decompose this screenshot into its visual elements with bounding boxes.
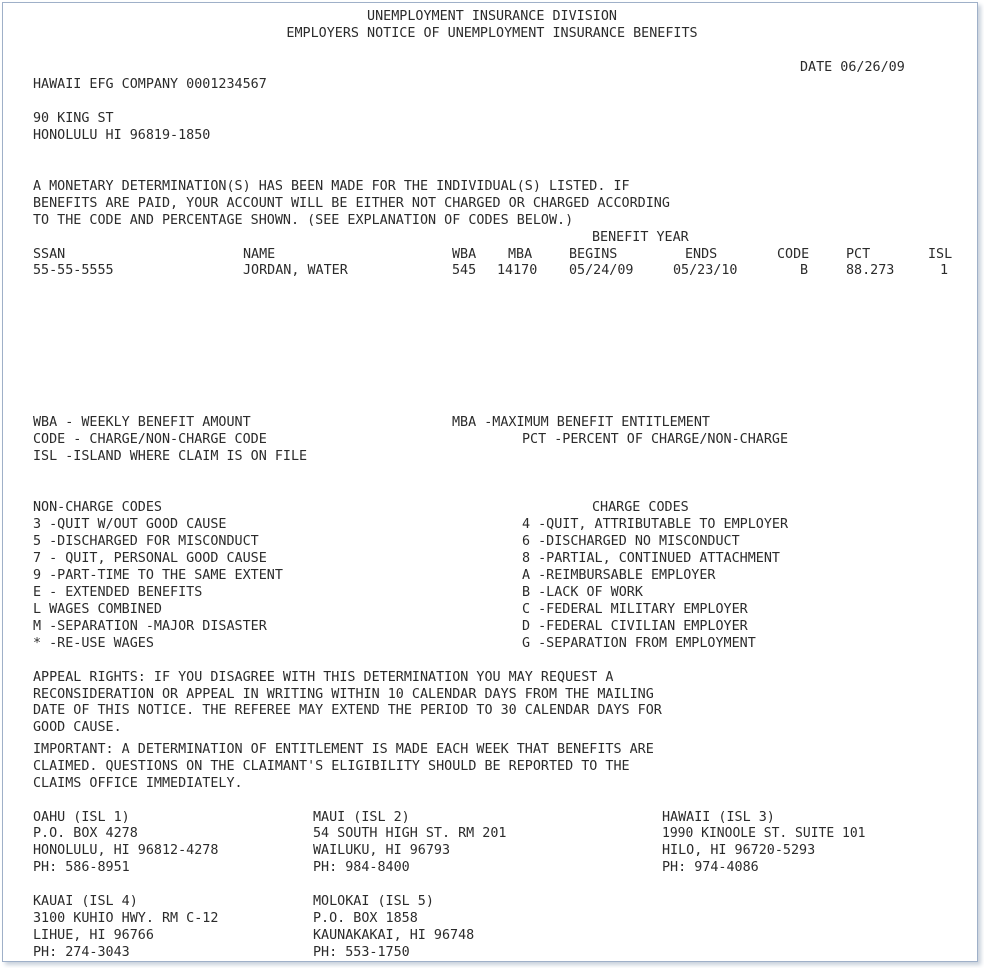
- office-address: 54 SOUTH HIGH ST. RM 201: [313, 826, 507, 841]
- non-charge-item: 3 -QUIT W/OUT GOOD CAUSE: [33, 517, 227, 532]
- charge-item: 6 -DISCHARGED NO MISCONDUCT: [522, 534, 740, 549]
- legend-mba: MBA -MAXIMUM BENEFIT ENTITLEMENT: [452, 415, 710, 430]
- col-header-code: CODE: [777, 247, 810, 262]
- cell-wba: 545: [452, 263, 477, 278]
- cell-ssan: 55-55-5555: [33, 263, 114, 278]
- office-city: HILO, HI 96720-5293: [662, 843, 816, 858]
- cell-ends: 05/23/10: [673, 263, 738, 278]
- charge-item: 8 -PARTIAL, CONTINUED ATTACHMENT: [522, 551, 780, 566]
- non-charge-title: NON-CHARGE CODES: [33, 500, 162, 515]
- legend-wba: WBA - WEEKLY BENEFIT AMOUNT: [33, 415, 251, 430]
- notice-title: EMPLOYERS NOTICE OF UNEMPLOYMENT INSURANCE BENEFITS: [286, 26, 698, 41]
- non-charge-item: L WAGES COMBINED: [33, 602, 162, 617]
- office-phone: PH: 553-1750: [313, 945, 410, 960]
- cell-isl: 1: [940, 263, 949, 278]
- charge-item: B -LACK OF WORK: [522, 585, 643, 600]
- important-line: IMPORTANT: A DETERMINATION OF ENTITLEMENT IS MADE EACH WEEK THAT BENEFITS ARE: [33, 742, 654, 757]
- division-title: UNEMPLOYMENT INSURANCE DIVISION: [367, 9, 617, 24]
- cell-name: JORDAN, WATER: [243, 263, 348, 278]
- col-header-pct: PCT: [846, 247, 871, 262]
- legend-pct: PCT -PERCENT OF CHARGE/NON-CHARGE: [522, 432, 789, 447]
- appeal-line: RECONSIDERATION OR APPEAL IN WRITING WITHIN 10 CALENDAR DAYS FROM THE MAILING: [33, 687, 654, 702]
- office-address: P.O. BOX 1858: [313, 911, 418, 926]
- non-charge-item: 9 -PART-TIME TO THE SAME EXTENT: [33, 568, 283, 583]
- office-title: MOLOKAI (ISL 5): [313, 894, 434, 909]
- col-header-ends: ENDS: [685, 247, 718, 262]
- office-title: KAUAI (ISL 4): [33, 894, 138, 909]
- non-charge-item: 7 - QUIT, PERSONAL GOOD CAUSE: [33, 551, 267, 566]
- col-header-wba: WBA: [452, 247, 477, 262]
- office-phone: PH: 586-8951: [33, 860, 130, 875]
- non-charge-item: M -SEPARATION -MAJOR DISASTER: [33, 619, 267, 634]
- intro-line: A MONETARY DETERMINATION(S) HAS BEEN MADE FOR THE INDIVIDUAL(S) LISTED. IF: [33, 179, 630, 194]
- cell-mba: 14170: [497, 263, 538, 278]
- office-address: 3100 KUHIO HWY. RM C-12: [33, 911, 219, 926]
- intro-line: BENEFITS ARE PAID, YOUR ACCOUNT WILL BE EITHER NOT CHARGED OR CHARGED ACCORDING: [33, 196, 670, 211]
- appeal-line: GOOD CAUSE.: [33, 720, 122, 735]
- cell-pct: 88.273: [846, 263, 895, 278]
- employer-name: HAWAII EFG COMPANY 0001234567: [33, 77, 267, 92]
- appeal-line: DATE OF THIS NOTICE. THE REFEREE MAY EXTEND THE PERIOD TO 30 CALENDAR DAYS FOR: [33, 703, 662, 718]
- charge-item: 4 -QUIT, ATTRIBUTABLE TO EMPLOYER: [522, 517, 789, 532]
- notice-date: DATE 06/26/09: [800, 60, 905, 75]
- col-header-name: NAME: [243, 247, 276, 262]
- legend-code: CODE - CHARGE/NON-CHARGE CODE: [33, 432, 267, 447]
- non-charge-item: E - EXTENDED BENEFITS: [33, 585, 203, 600]
- office-title: HAWAII (ISL 3): [662, 810, 775, 825]
- intro-line: TO THE CODE AND PERCENTAGE SHOWN. (SEE EXPLANATION OF CODES BELOW.): [33, 213, 574, 228]
- col-header-mba: MBA: [508, 247, 533, 262]
- non-charge-item: * -RE-USE WAGES: [33, 636, 154, 651]
- charge-item: D -FEDERAL CIVILIAN EMPLOYER: [522, 619, 748, 634]
- charge-item: G -SEPARATION FROM EMPLOYMENT: [522, 636, 756, 651]
- charge-item: A -REIMBURSABLE EMPLOYER: [522, 568, 716, 583]
- employer-street: 90 KING ST: [33, 111, 114, 126]
- non-charge-item: 5 -DISCHARGED FOR MISCONDUCT: [33, 534, 259, 549]
- legend-isl: ISL -ISLAND WHERE CLAIM IS ON FILE: [33, 449, 308, 464]
- charge-item: C -FEDERAL MILITARY EMPLOYER: [522, 602, 748, 617]
- col-header-begins: BEGINS: [569, 247, 618, 262]
- office-phone: PH: 974-4086: [662, 860, 759, 875]
- charge-title: CHARGE CODES: [592, 500, 689, 515]
- office-phone: PH: 274-3043: [33, 945, 130, 960]
- office-title: OAHU (ISL 1): [33, 810, 130, 825]
- office-title: MAUI (ISL 2): [313, 810, 410, 825]
- office-address: 1990 KINOOLE ST. SUITE 101: [662, 826, 866, 841]
- important-line: CLAIMED. QUESTIONS ON THE CLAIMANT'S ELIGIBILITY SHOULD BE REPORTED TO THE: [33, 759, 630, 774]
- benefit-year-header: BENEFIT YEAR: [592, 230, 689, 245]
- col-header-isl: ISL: [928, 247, 953, 262]
- office-city: LIHUE, HI 96766: [33, 928, 154, 943]
- col-header-ssan: SSAN: [33, 247, 66, 262]
- cell-code: B: [800, 263, 809, 278]
- employer-city: HONOLULU HI 96819-1850: [33, 128, 211, 143]
- cell-begins: 05/24/09: [569, 263, 634, 278]
- office-phone: PH: 984-8400: [313, 860, 410, 875]
- office-city: KAUNAKAKAI, HI 96748: [313, 928, 475, 943]
- important-line: CLAIMS OFFICE IMMEDIATELY.: [33, 776, 243, 791]
- office-address: P.O. BOX 4278: [33, 826, 138, 841]
- office-city: HONOLULU, HI 96812-4278: [33, 843, 219, 858]
- office-city: WAILUKU, HI 96793: [313, 843, 451, 858]
- appeal-line: APPEAL RIGHTS: IF YOU DISAGREE WITH THIS DETERMINATION YOU MAY REQUEST A: [33, 670, 614, 685]
